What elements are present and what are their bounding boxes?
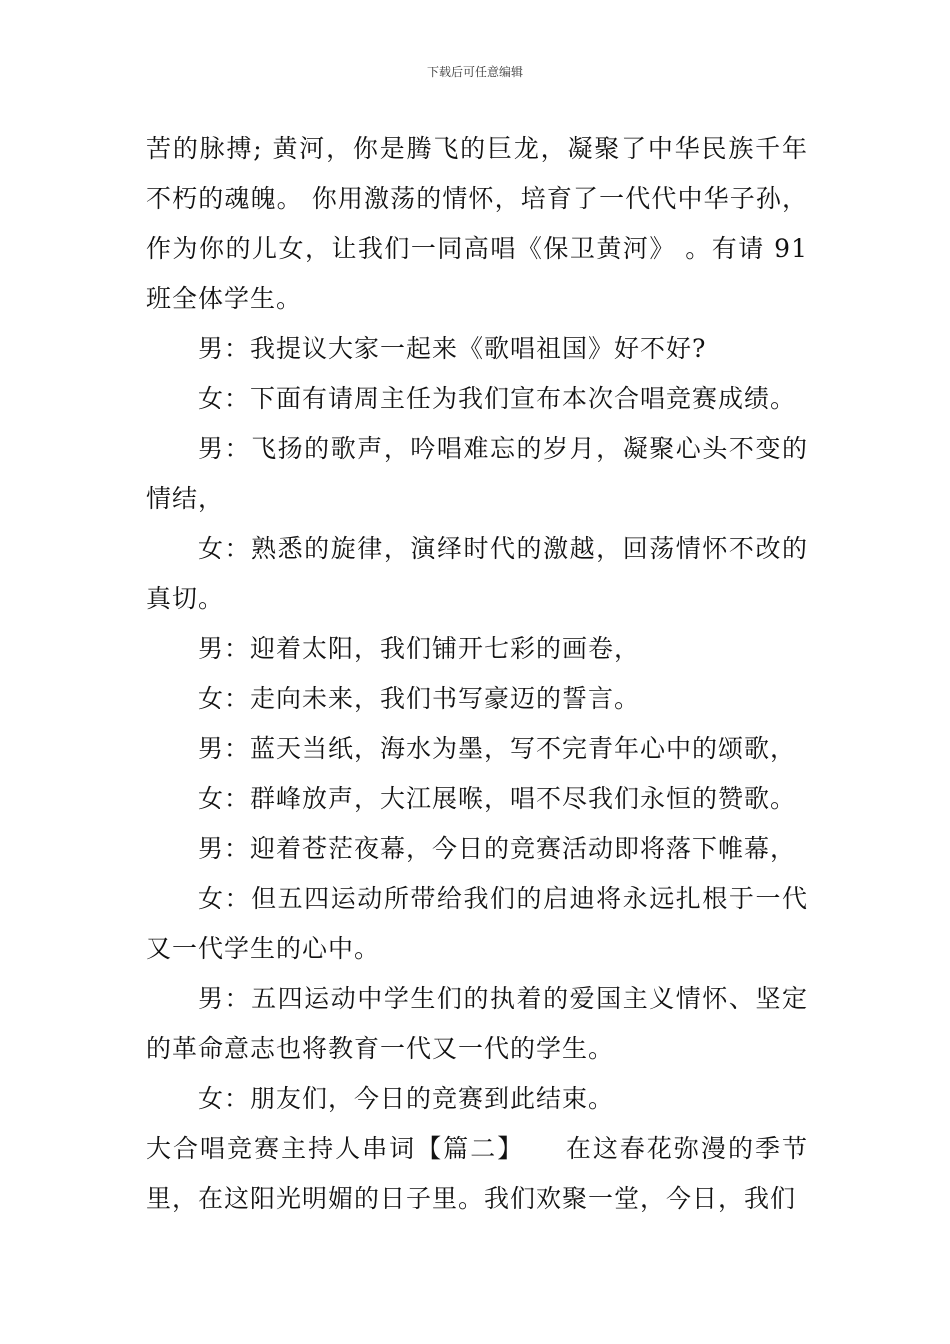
paragraph: 男：蓝天当纸，海水为墨，写不完青年心中的颂歌， [198,734,797,763]
paragraph: 女：下面有请周主任为我们宣布本次合唱竞赛成绩。 [198,384,797,413]
paragraph: 女：但五四运动所带给我们的启迪将永远扎根于一代又一代学生的心中。 [146,884,808,963]
paragraph: 男：飞扬的歌声，吟唱难忘的岁月，凝聚心头不变的情结， [146,434,808,513]
paragraph: 苦的脉搏; 黄河，你是腾飞的巨龙，凝聚了中华民族千年不朽的魂魄。 你用激荡的情怀，培育了一代代中华子孙，作为你的儿女，让我们一同高唱《保卫黄河》 。有请 91 班全体学生。 [146,134,808,313]
paragraph: 男：迎着苍茫夜幕，今日的竞赛活动即将落下帷幕， [198,834,797,863]
paragraph: 男：迎着太阳，我们铺开七彩的画卷， [198,634,641,663]
paragraph: 男：我提议大家一起来《歌唱祖国》好不好? [198,334,707,363]
paragraph: 女：群峰放声，大江展喉，唱不尽我们永恒的赞歌。 [198,784,797,813]
paragraph: 女：熟悉的旋律，演绎时代的激越，回荡情怀不改的真切。 [146,534,808,613]
paragraph: 男：五四运动中学生们的执着的爱国主义情怀、坚定的革命意志也将教育一代又一代的学生。 [146,984,808,1063]
document-body [146,124,808,1224]
paragraph: 女：走向未来，我们书写豪迈的誓言。 [198,684,641,713]
paragraph: 女：朋友们，今日的竞赛到此结束。 [198,1084,615,1113]
page-header: 下载后可任意编辑 [426,65,523,79]
section-heading-paragraph: 大合唱竞赛主持人串词【篇二】 在这春花弥漫的季节里，在这阳光明媚的日子里。我们欢聚一堂，今日，我们 [146,1134,808,1213]
